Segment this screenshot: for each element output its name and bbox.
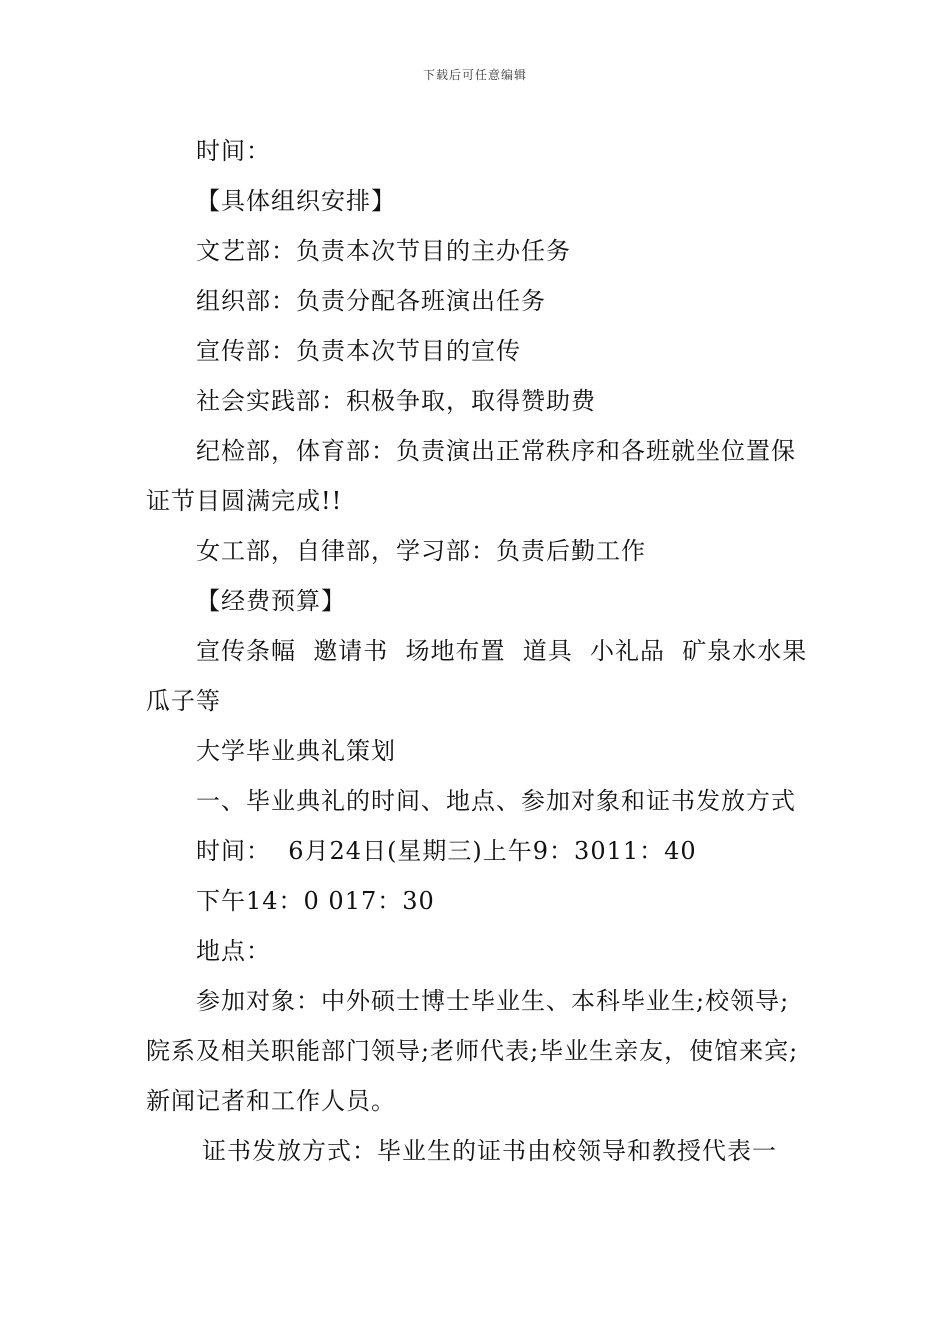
document-body xyxy=(146,126,810,1176)
paragraph-arts-dept: 文艺部：负责本次节目的主办任务 xyxy=(196,237,571,265)
paragraph-logistics-depts: 女工部，自律部，学习部：负责后勤工作 xyxy=(196,537,646,565)
paragraph-social-practice-dept: 社会实践部：积极争取，取得赞助费 xyxy=(196,387,596,415)
paragraph-attendees: 参加对象：中外硕士博士毕业生、本科毕业生;校领导;院系及相关职能部门领导;老师代表;毕业生亲友，使馆来宾;新闻记者和工作人员。 xyxy=(146,987,799,1115)
paragraph-ceremony-time: 时间： 6月24日(星期三)上午9：3011：40 xyxy=(196,837,697,865)
paragraph-publicity-dept: 宣传部：负责本次节目的宣传 xyxy=(196,337,521,365)
heading-graduation-plan: 大学毕业典礼策划 xyxy=(196,737,396,765)
heading-section-one: 一、毕业典礼的时间、地点、参加对象和证书发放方式 xyxy=(196,787,796,815)
paragraph-budget-items: 宣传条幅 邀请书 场地布置 道具 小礼品 矿泉水水果瓜子等 xyxy=(146,637,808,715)
paragraph-location: 地点： xyxy=(196,937,271,965)
paragraph-time: 时间： xyxy=(196,137,271,165)
paragraph-afternoon-time: 下午14：0 017：30 xyxy=(196,887,435,915)
paragraph-discipline-sports-dept: 纪检部，体育部：负责演出正常秩序和各班就坐位置保证节目圆满完成!! xyxy=(146,437,796,515)
paragraph-certificate-distribution: 证书发放方式：毕业生的证书由校领导和教授代表一 xyxy=(202,1137,777,1165)
paragraph-organization-dept: 组织部：负责分配各班演出任务 xyxy=(196,287,546,315)
heading-organization: 【具体组织安排】 xyxy=(196,187,396,215)
heading-budget: 【经费预算】 xyxy=(196,587,346,615)
header-note: 下载后可任意编辑 xyxy=(422,68,527,82)
